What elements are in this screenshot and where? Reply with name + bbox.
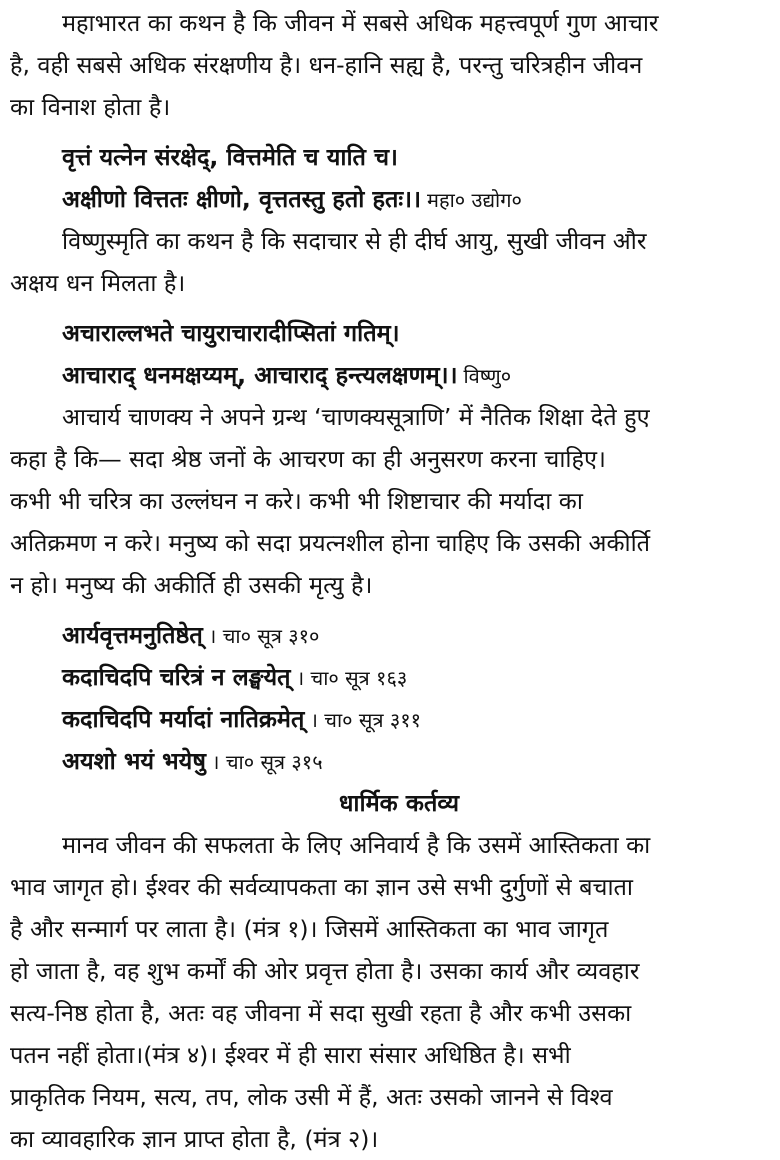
text-line: अतिक्रमण न करे। मनुष्य को सदा प्रयत्नशील होना चाहिए कि उसकी अकीर्ति bbox=[10, 529, 651, 557]
sanskrit-verse-line bbox=[10, 354, 764, 396]
sutra-line bbox=[10, 656, 764, 698]
sutra-reference: । चा० सूत्र १६३ bbox=[296, 666, 408, 690]
text-line: मानव जीवन की सफलता के लिए अनिवार्य है कि उसमें आस्तिकता का bbox=[62, 831, 651, 859]
sutra-line bbox=[10, 698, 764, 740]
text-line: न हो। मनुष्य की अकीर्ति ही उसकी मृत्यु है। bbox=[10, 571, 373, 599]
sutra-line bbox=[10, 614, 764, 656]
paragraph-chanakya bbox=[10, 396, 764, 606]
verse-reference: महा० उद्योग० bbox=[426, 188, 522, 212]
sanskrit-text: कदाचिदपि चरित्रं न लङ्घयेत् bbox=[62, 663, 291, 691]
sanskrit-text: आचाराद् धनमक्षय्यम्, आचाराद् हन्त्यलक्षणम्।। bbox=[62, 361, 458, 389]
text-line: है, वही सबसे अधिक संरक्षणीय है। धन-हानि सह्य है, परन्तु चरित्रहीन जीवन bbox=[10, 51, 643, 79]
text-line: प्राकृतिक नियम, सत्य, तप, लोक उसी में हैं, अतः उसको जानने से विश्व bbox=[10, 1083, 613, 1111]
sanskrit-text: आर्यवृत्तमनुतिष्ठेत् bbox=[62, 621, 203, 649]
sanskrit-verse-line bbox=[10, 136, 764, 178]
text-line: अक्षय धन मिलता है। bbox=[10, 269, 186, 297]
text-line: पतन नहीं होता।(मंत्र ४)। ईश्वर में ही सारा संसार अधिष्ठित है। सभी bbox=[10, 1041, 571, 1069]
text-line: का विनाश होता है। bbox=[10, 93, 171, 121]
section-heading: धार्मिक कर्तव्य bbox=[338, 789, 460, 817]
text-line: सत्य-निष्ठ होता है, अतः वह जीवना में सदा सुखी रहता है और कभी उसका bbox=[10, 999, 632, 1027]
text-line: कहा है कि— सदा श्रेष्ठ जनों के आचरण का ही अनुसरण करना चाहिए। bbox=[10, 445, 606, 473]
sanskrit-text: अक्षीणो वित्ततः क्षीणो, वृत्ततस्तु हतो हतः।। bbox=[62, 185, 421, 213]
sutra-reference: । चा० सूत्र ३१० bbox=[208, 624, 320, 648]
paragraph-vishnusmriti bbox=[10, 220, 764, 304]
text-line: महाभारत का कथन है कि जीवन में सबसे अधिक महत्त्वपूर्ण गुण आचार bbox=[62, 9, 659, 37]
paragraph-religious-duty bbox=[10, 824, 764, 1160]
verse-reference: विष्णु० bbox=[463, 364, 512, 388]
text-line: भाव जागृत हो। ईश्वर की सर्वव्यापकता का ज्ञान उसे सभी दुर्गुणों से बचाता bbox=[10, 873, 634, 901]
sanskrit-verse-line bbox=[10, 178, 764, 220]
text-line: आचार्य चाणक्य ने अपने ग्रन्थ ‘चाणक्यसूत्राणि’ में नैतिक शिक्षा देते हुए bbox=[62, 403, 650, 431]
sutra-reference: । चा० सूत्र ३११ bbox=[310, 708, 422, 732]
sutra-line bbox=[10, 740, 764, 782]
sutra-reference: । चा० सूत्र ३१५ bbox=[211, 750, 323, 774]
sanskrit-text: अयशो भयं भयेषु bbox=[62, 747, 206, 775]
text-line: का व्यावहारिक ज्ञान प्राप्त होता है, (मंत्र २)। bbox=[10, 1125, 379, 1153]
text-line: हो जाता है, वह शुभ कर्मों की ओर प्रवृत्त होता है। उसका कार्य और व्यवहार bbox=[10, 957, 640, 985]
text-line: विष्णुस्मृति का कथन है कि सदाचार से ही दीर्घ आयु, सुखी जीवन और bbox=[62, 227, 647, 255]
sanskrit-text: कदाचिदपि मर्यादां नातिक्रमेत् bbox=[62, 705, 305, 733]
text-line: है और सन्मार्ग पर लाता है। (मंत्र १)। जिसमें आस्तिकता का भाव जागृत bbox=[10, 915, 609, 943]
sanskrit-text: अचाराल्लभते चायुराचारादीप्सितां गतिम्। bbox=[62, 319, 400, 347]
paragraph-mahabharata bbox=[10, 2, 764, 128]
text-line: कभी भी चरित्र का उल्लंघन न करे। कभी भी शिष्टाचार की मर्यादा का bbox=[10, 487, 583, 515]
sanskrit-text: वृत्तं यत्नेन संरक्षेद्, वित्तमेति च याति च। bbox=[62, 143, 398, 171]
sanskrit-verse-line bbox=[10, 312, 764, 354]
